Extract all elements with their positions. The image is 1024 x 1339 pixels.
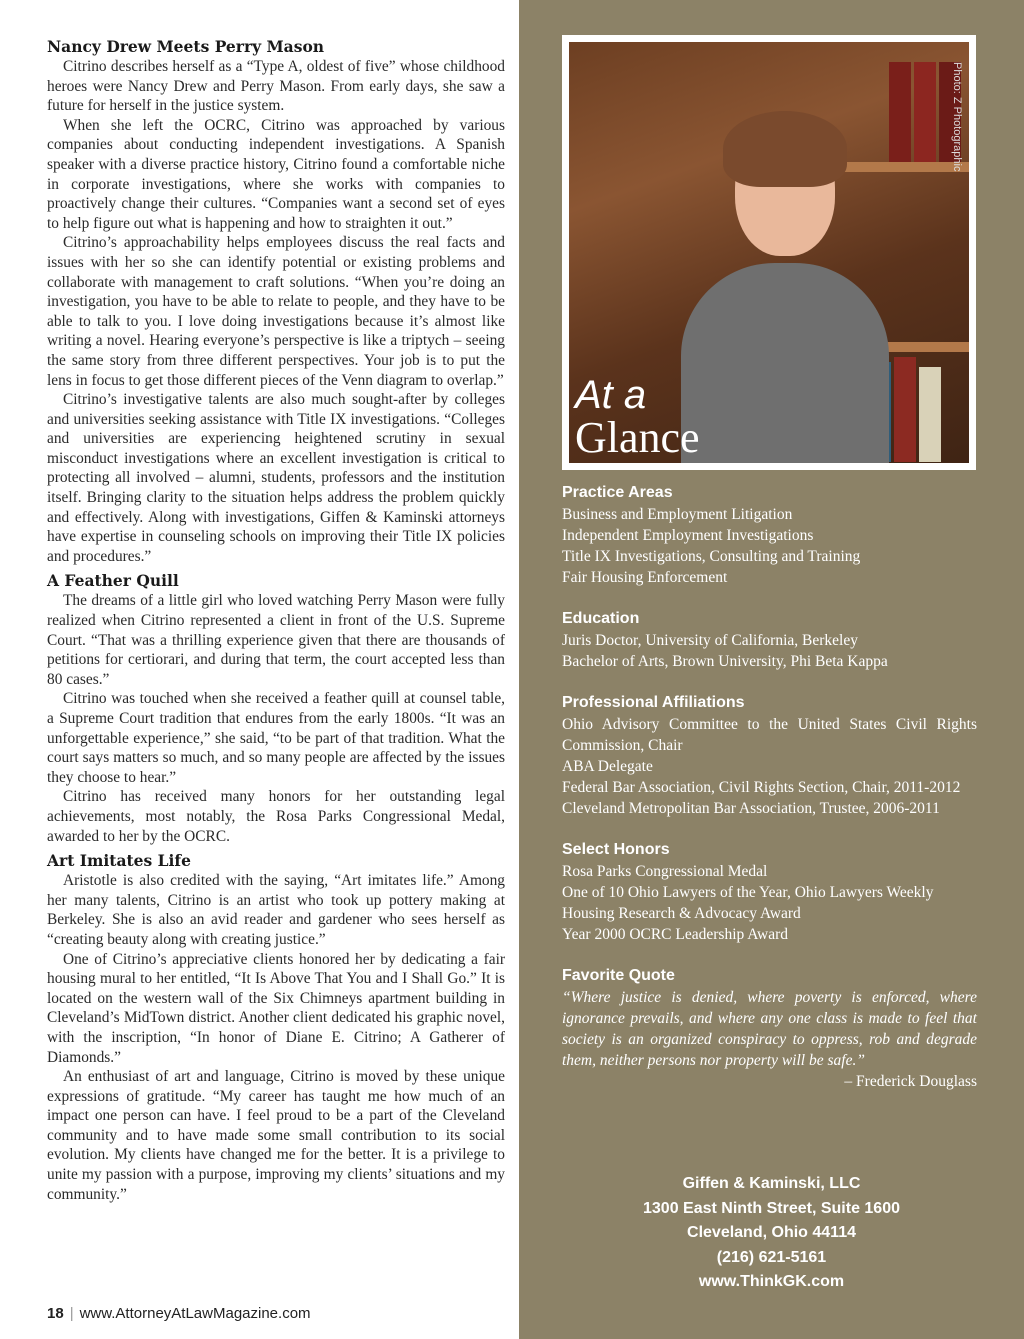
paragraph: Aristotle is also credited with the saying, “Art imitates life.” Among her many talents, Citrino is an artist who took up pottery making at Berkeley. She is also an avid reader and gardener who sees herself as “creating beauty along with creating justice.” [47, 872, 505, 948]
address-line-2: Cleveland, Ohio 44114 [687, 1224, 856, 1241]
contact-block [519, 1172, 1024, 1295]
list-item: Rosa Parks Congressional Medal [562, 863, 768, 880]
page-footer [47, 1305, 311, 1322]
list-item: Cleveland Metropolitan Bar Association, Trustee, 2006-2011 [562, 800, 940, 817]
list-item: Ohio Advisory Committee to the United States Civil Rights Commission, Chair [562, 716, 977, 754]
list-item: ABA Delegate [562, 758, 653, 775]
portrait-photo [562, 35, 976, 470]
firm-website[interactable]: www.ThinkGK.com [698, 1273, 845, 1290]
book [889, 62, 911, 162]
list-item: Federal Bar Association, Civil Rights Section, Chair, 2011-2012 [562, 779, 961, 796]
article-body [47, 37, 505, 1204]
list-item: Fair Housing Enforcement [562, 569, 728, 586]
glance-title-line2: Glance [575, 413, 700, 462]
list-item: Title IX Investigations, Consulting and Training [562, 548, 861, 565]
section-heading: Education [562, 610, 640, 627]
quote-attribution: – Frederick Douglass [844, 1073, 977, 1090]
select-honors [562, 839, 977, 945]
paragraph: One of Citrino’s appreciative clients honored her by dedicating a fair housing mural to her entitled, “It Is Above That You and I Shall Go.” It is located on the western wall of the Six Chimneys apartment building in Cleveland’s MidTown district. Another client dedicated his graphic novel, with the inscription, “In honor of Diane E. Citrino; A Gatherer of Diamonds.” [47, 950, 505, 1066]
section-heading: Favorite Quote [562, 967, 675, 984]
list-item: Business and Employment Litigation [562, 506, 793, 523]
list-item: One of 10 Ohio Lawyers of the Year, Ohio Lawyers Weekly [562, 884, 934, 901]
list-item: Year 2000 OCRC Leadership Award [562, 926, 789, 943]
list-item: Housing Research & Advocacy Award [562, 905, 801, 922]
photo-credit: Photo: Z Photographic [951, 62, 963, 172]
photo-image [569, 42, 969, 463]
firm-name: Giffen & Kaminski, LLC [682, 1175, 861, 1192]
page-number: 18 [47, 1305, 64, 1322]
glance-title-line1: At a [575, 373, 647, 417]
practice-areas [562, 482, 977, 588]
quote-text: “Where justice is denied, where poverty is enforced, where ignorance prevails, and where any one class is made to feel that society is an organized conspiracy to oppress, rob and degrade them, neither persons nor property will be safe.” [562, 989, 977, 1069]
book [919, 367, 941, 462]
paragraph: Citrino was touched when she received a feather quill at counsel table, a Supreme Court tradition that endures from the early 1800s. “It was an unforgettable experience,” she said, “to be part of that tradition. What the court says matters so much, and so many people are affected by the issues they choose to hear.” [47, 690, 505, 786]
section-heading: Nancy Drew Meets Perry Mason [47, 37, 325, 56]
section-heading: Practice Areas [562, 484, 673, 501]
address-line-1: 1300 East Ninth Street, Suite 1600 [643, 1199, 900, 1217]
phone-number[interactable]: (216) 621-5161 [716, 1248, 827, 1266]
footer-separator: | [69, 1305, 74, 1322]
paragraph: An enthusiast of art and language, Citrino is moved by these unique expressions of gratitude. “My career has taught me how much of an impact one person can have. I feel proud to be a part of the Cleveland community and to have made some small contribution to its social evolution. My clients have changed me for the better. It is a privilege to unite my passion with a purpose, improving my clients’ situations and my community.” [47, 1068, 505, 1203]
subject-hair [723, 111, 848, 187]
favorite-quote [562, 965, 977, 1092]
paragraph: Citrino’s approachability helps employees discuss the real facts and issues with her so she can identify potential or existing problems and collaborate with management to craft solutions. “When you’re doing an investigation, you have to be able to relate to people, and they have to be able to talk to you. I love doing investigations because it’s almost like writing a novel. Hearing everyone’s perspective is like a triptych – seeing the same story from three different perspectives. Your job is to put the lens in focus to get those different pieces of the Venn diagram to overlap.” [47, 234, 505, 389]
section-heading: Professional Affiliations [562, 694, 745, 711]
list-item: Independent Employment Investigations [562, 527, 814, 544]
list-item: Juris Doctor, University of California, Berkeley [562, 632, 858, 649]
book [894, 357, 916, 462]
paragraph: Citrino’s investigative talents are also much sought-after by colleges and universities seeking assistance with Title IX investigations. “Colleges and universities are experiencing heightened scrutiny in sexual misconduct investigations where an excellent investigation is critical to protecting all involved – alumni, students, professors and the institution itself. Bringing clarity to the situation helps address the problem quickly and effectively. Along with investigations, Giffen & Kaminski attorneys have expertise in counseling schools on improving their Title IX policies and procedures.” [47, 391, 505, 565]
paragraph: The dreams of a little girl who loved watching Perry Mason were fully realized when Citrino represented a client in front of the U.S. Supreme Court. “That was a thrilling experience given that there are thousands of petitions for certiorari, and during that term, the court accepted less than 80 cases.” [47, 592, 505, 688]
section-heading: A Feather Quill [47, 571, 179, 591]
at-a-glance [562, 482, 977, 1112]
professional-affiliations [562, 692, 977, 819]
paragraph: When she left the OCRC, Citrino was approached by various companies about conducting independent investigations. A Spanish speaker with a diverse practice history, Citrino found a comfortable niche in corporate investigations, where she works with companies to proactively change their cultures. “Companies want a second set of eyes to help figure out what is happening and how to straighten it out.” [47, 116, 505, 232]
paragraph: Citrino describes herself as a “Type A, oldest of five” whose childhood heroes were Nancy Drew and Perry Mason. From early days, she saw a future for herself in the justice system. [47, 58, 505, 115]
education [562, 608, 977, 672]
section-heading: Select Honors [562, 841, 670, 858]
list-item: Bachelor of Arts, Brown University, Phi Beta Kappa [562, 653, 888, 670]
section-heading: Art Imitates Life [47, 851, 191, 871]
magazine-url[interactable]: www.AttorneyAtLawMagazine.com [79, 1305, 311, 1322]
book [914, 62, 936, 162]
portrait-subject [681, 118, 889, 463]
paragraph: Citrino has received many honors for her outstanding legal achievements, most notably, the Rosa Parks Congressional Medal, awarded to her by the OCRC. [47, 788, 505, 845]
subject-body [681, 263, 889, 463]
